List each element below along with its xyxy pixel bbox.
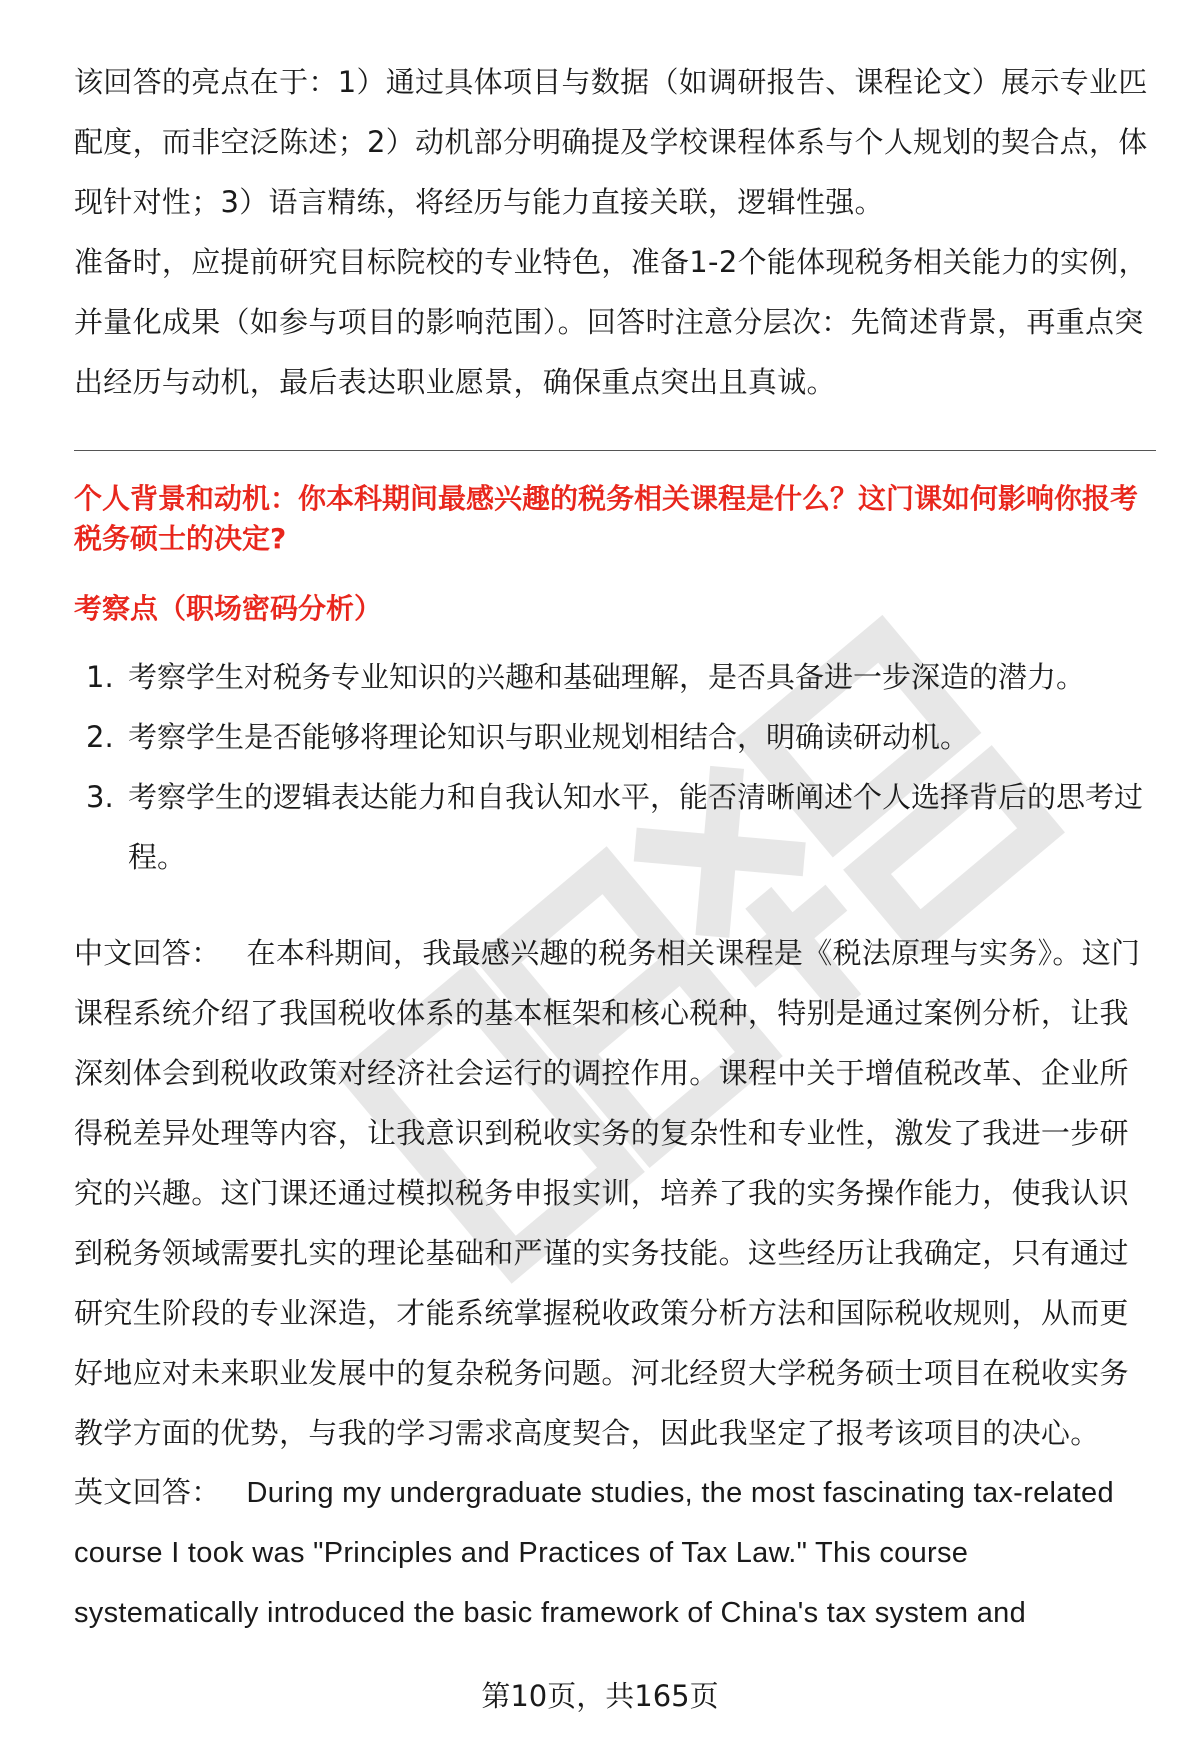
english-answer-text: During my undergraduate studies, the most fascinating tax-related course I took was "Principles and Practices of Tax Law." This course systematically introduced the basic framework of China's tax system and [74, 1477, 1114, 1629]
chinese-answer [74, 923, 1154, 1463]
section-divider [74, 450, 1156, 451]
list-item [74, 647, 1154, 707]
document-page [74, 52, 1154, 1643]
english-answer [74, 1463, 1154, 1643]
english-answer-label: 英文回答： [74, 1477, 221, 1509]
assessment-points-heading: 考察点（职场密码分析） [74, 592, 383, 625]
question-heading: 个人背景和动机：你本科期间最感兴趣的税务相关课程是什么？这门课如何影响你报考税务硕士的决定? [74, 482, 1139, 555]
chinese-answer-label: 中文回答： [74, 936, 221, 970]
list-item-text: 考察学生是否能够将理论知识与职业规划相结合，明确读研动机。 [128, 720, 970, 754]
list-item-text: 考察学生的逻辑表达能力和自我认知水平，能否清晰阐述个人选择背后的思考过程。 [128, 780, 1144, 874]
intro-paragraph-highlights: 该回答的亮点在于：1）通过具体项目与数据（如调研报告、课程论文）展示专业匹配度，而非空泛陈述；2）动机部分明确提及学校课程体系与个人规划的契合点，体现针对性；3）语言精练，将经历与能力直接关联，逻辑性强。 [74, 65, 1148, 219]
list-item-text: 考察学生对税务专业知识的兴趣和基础理解，是否具备进一步深造的潜力。 [128, 660, 1086, 694]
list-item-number: 3. [86, 780, 114, 814]
assessment-points-list [74, 647, 1154, 887]
list-item [74, 767, 1154, 887]
list-item [74, 707, 1154, 767]
intro-paragraph-preparation: 准备时，应提前研究目标院校的专业特色，准备1-2个能体现税务相关能力的实例，并量化成果（如参与项目的影响范围）。回答时注意分层次：先简述背景，再重点突出经历与动机，最后表达职业愿景，确保重点突出且真诚。 [74, 245, 1148, 399]
list-item-number: 2. [86, 720, 114, 754]
list-item-number: 1. [86, 660, 114, 694]
chinese-answer-text: 在本科期间，我最感兴趣的税务相关课程是《税法原理与实务》。这门课程系统介绍了我国税收体系的基本框架和核心税种，特别是通过案例分析，让我深刻体会到税收政策对经济社会运行的调控作用。课程中关于增值税改革、企业所得税差异处理等内容，让我意识到税收实务的复杂性和专业性，激发了我进一步研究的兴趣。这门课还通过模拟税务申报实训，培养了我的实务操作能力，使我认识到税务领域需要扎实的理论基础和严谨的实务技能。这些经历让我确定，只有通过研究生阶段的专业深造，才能系统掌握税收政策分析方法和国际税收规则，从而更好地应对未来职业发展中的复杂税务问题。河北经贸大学税务硕士项目在税收实务教学方面的优势，与我的学习需求高度契合，因此我坚定了报考该项目的决心。 [74, 936, 1141, 1450]
page-number: 第10页，共165页 [481, 1679, 719, 1713]
